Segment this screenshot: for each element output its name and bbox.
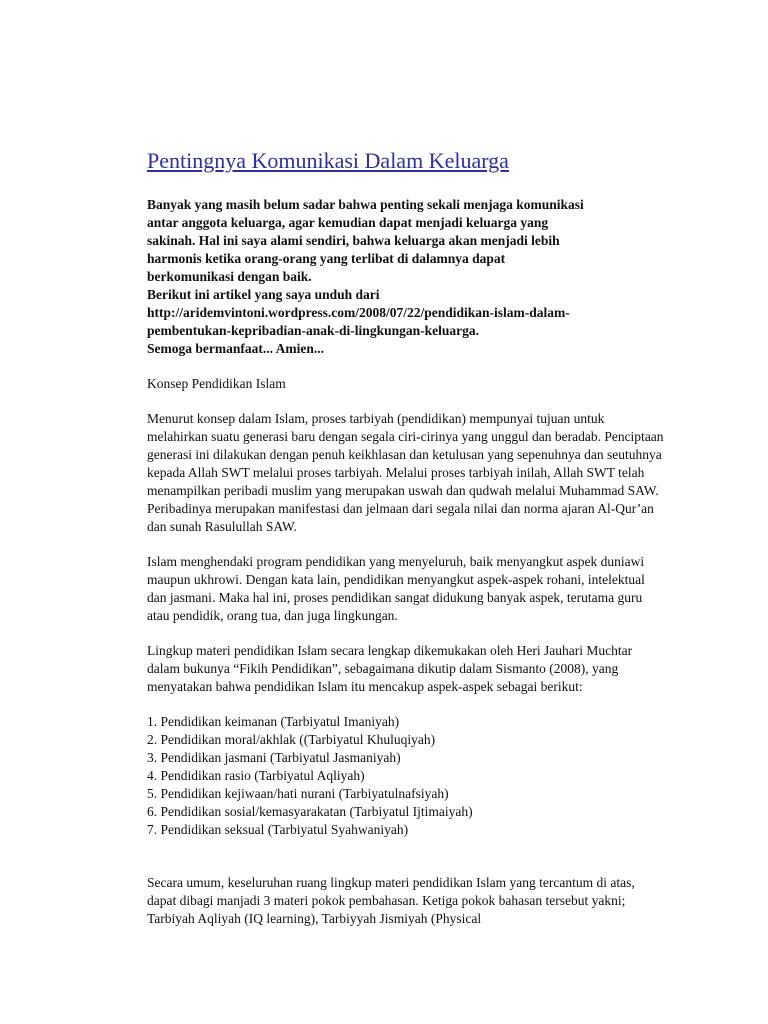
list-item: 6. Pendidikan sosial/kemasyarakatan (Tarbiyatul Ijtimaiyah) bbox=[147, 804, 473, 819]
education-aspects-list bbox=[147, 713, 667, 839]
source-url: http://aridemvintoni.wordpress.com/2008/07/22/pendidikan-islam-dalam- bbox=[147, 305, 570, 320]
body-paragraph: Lingkup materi pendidikan Islam secara lengkap dikemukakan oleh Heri Jauhari Muchtar dalam bukunya “Fikih Pendidikan”, sebagaimana dikutip dalam Sismanto (2008), yang menyatakan bahwa pendidikan Islam itu mencakup aspek-aspek sebagai berikut: bbox=[147, 643, 633, 694]
intro-line: Semoga bermanfaat... Amien... bbox=[147, 341, 324, 356]
intro-line: Banyak yang masih belum sadar bahwa penting sekali menjaga komunikasi bbox=[147, 197, 584, 212]
body-paragraph: Menurut konsep dalam Islam, proses tarbiyah (pendidikan) mempunyai tujuan untuk melahirkan suatu generasi baru dengan segala ciri-cirinya yang unggul dan beradab. Penciptaan generasi ini dilakukan dengan penuh keikhlasan dan ketulusan yang sepenuhnya dan seutuhnya kepada Allah SWT melalui proses tarbiyah. Melalui proses tarbiyah inilah, Allah SWT telah menampilkan peribadi muslim yang merupakan uswah dan qudwah melalui Muhammad SAW. Peribadinya merupakan manifestasi dan jelmaan dari segala nilai dan norma ajaran Al-Qur’an dan sunah Rasulullah SAW. bbox=[147, 411, 664, 534]
intro-line: antar anggota keluarga, agar kemudian dapat menjadi keluarga yang bbox=[147, 215, 549, 230]
list-item: 1. Pendidikan keimanan (Tarbiyatul Imaniyah) bbox=[147, 714, 400, 729]
article-body bbox=[147, 148, 667, 945]
intro-line: berkomunikasi dengan baik. bbox=[147, 269, 312, 284]
list-item: 5. Pendidikan kejiwaan/hati nurani (Tarbiyatulnafsiyah) bbox=[147, 786, 449, 801]
intro-line: sakinah. Hal ini saya alami sendiri, bahwa keluarga akan menjadi lebih bbox=[147, 233, 560, 248]
intro-line: harmonis ketika orang-orang yang terlibat di dalamnya dapat bbox=[147, 251, 506, 266]
body-paragraph: Secara umum, keseluruhan ruang lingkup materi pendidikan Islam yang tercantum di atas, dapat dibagi manjadi 3 materi pokok pembahasan. Ketiga pokok bahasan tersebut yakni; Tarbiyah Aqliyah (IQ learning), Tarbiyyah Jismiyah (Physical bbox=[147, 875, 635, 926]
body-paragraph: Islam menghendaki program pendidikan yang menyeluruh, baik menyangkut aspek duniawi maupun ukhrowi. Dengan kata lain, pendidikan menyangkut aspek-aspek rohani, intelektual dan jasmani. Maka hal ini, proses pendidikan sangat didukung banyak aspek, terutama guru atau pendidik, orang tua, dan juga lingkungan. bbox=[147, 554, 645, 623]
intro-line: Berikut ini artikel yang saya unduh dari bbox=[147, 287, 380, 302]
list-item: 2. Pendidikan moral/akhlak ((Tarbiyatul Khuluqiyah) bbox=[147, 732, 436, 747]
article-title-link[interactable]: Pentingnya Komunikasi Dalam Keluarga bbox=[147, 148, 509, 173]
source-url: pembentukan-kepribadian-anak-di-lingkungan-keluarga. bbox=[147, 323, 479, 338]
section-heading: Konsep Pendidikan Islam bbox=[147, 376, 286, 391]
intro-paragraph bbox=[147, 196, 667, 358]
list-item: 7. Pendidikan seksual (Tarbiyatul Syahwaniyah) bbox=[147, 822, 409, 837]
list-item: 4. Pendidikan rasio (Tarbiyatul Aqliyah) bbox=[147, 768, 365, 783]
list-item: 3. Pendidikan jasmani (Tarbiyatul Jasmaniyah) bbox=[147, 750, 401, 765]
